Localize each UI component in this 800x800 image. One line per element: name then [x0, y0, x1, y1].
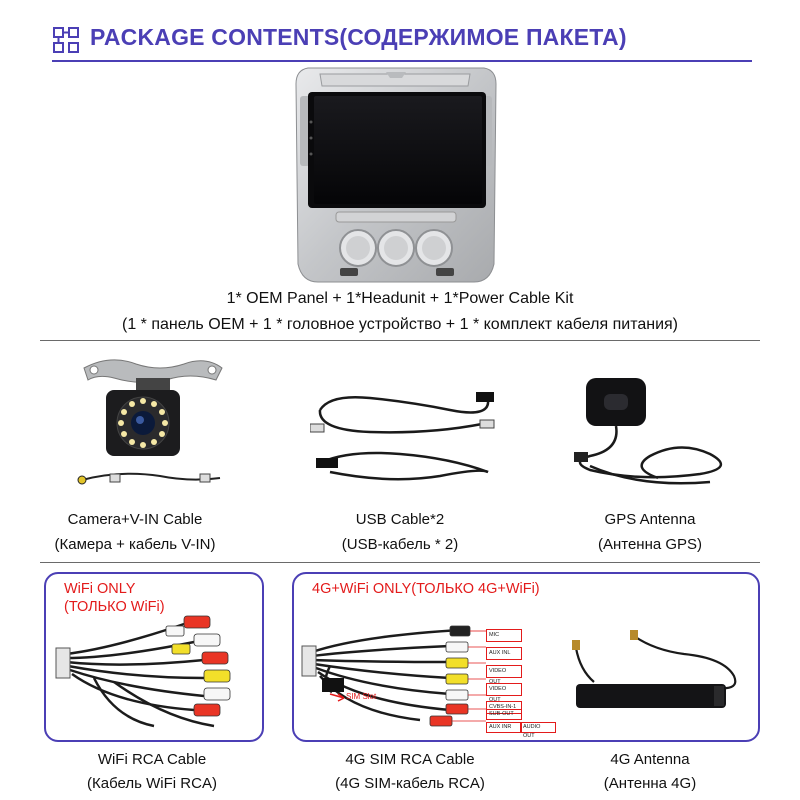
usb-caption-line2: (USB-кабель * 2)	[341, 536, 459, 553]
rca-tag: SUB-OUT	[486, 709, 522, 720]
headunit-image	[290, 64, 502, 286]
rca-tag: MIC	[486, 629, 522, 642]
wifi-caption-line2: (Кабель WiFi RCA)	[87, 775, 217, 792]
grid-icon	[52, 26, 80, 54]
4g-antenna-caption-line2: (Антенна 4G)	[603, 775, 697, 792]
rca-tag: VIDEO OUT	[486, 683, 522, 696]
usb-caption-line1: USB Cable*2	[355, 511, 445, 528]
4g-cable-caption-line2: (4G SIM-кабель RCA)	[335, 775, 485, 792]
4g-label: 4G+WiFi ONLY(ТОЛЬКО 4G+WiFi)	[312, 581, 540, 597]
rca-tag: AUX INL	[486, 647, 522, 660]
main-caption-line2: (1 * панель OEM + 1 * головное устройство + 1 * комплект кабеля питания)	[121, 316, 678, 333]
page-title: PACKAGE CONTENTS(СОДЕРЖИМОЕ ПАКЕТА)	[90, 24, 627, 50]
wifi-caption-line1: WiFi RCA Cable	[97, 751, 207, 768]
sim-slot-label: SIM Slot	[346, 692, 377, 701]
camera-caption-line1: Camera+V-IN Cable	[67, 511, 203, 528]
rca-tag: CVBS-IN-1	[486, 701, 522, 714]
wifi-label-line2: (ТОЛЬКО WiFi)	[64, 599, 165, 615]
rca-tag-list	[486, 629, 522, 719]
gps-caption-line2: (Антенна GPS)	[597, 536, 703, 553]
camera-image	[70, 350, 250, 498]
rca-tag-list-lower	[474, 709, 522, 720]
gps-caption-line1: GPS Antenna	[604, 511, 696, 528]
header-divider	[52, 60, 752, 62]
rca-tag: AUX INR	[486, 722, 522, 733]
rca-tag-list-end	[520, 722, 556, 739]
4g-cable-caption-line1: 4G SIM RCA Cable	[345, 751, 475, 768]
wifi-label-line1: WiFi ONLY	[64, 581, 136, 597]
wifi-rca-cable-image	[54, 608, 254, 734]
rca-tag: VIDEO OUT	[486, 665, 522, 678]
divider	[40, 562, 760, 563]
rca-tag: AUDIO OUT	[520, 722, 556, 733]
4g-antenna-image	[564, 630, 750, 734]
usb-cable-image	[310, 380, 500, 490]
main-caption-line1: 1* OEM Panel + 1*Headunit + 1*Power Cable Kit	[226, 290, 574, 307]
gps-antenna-image	[560, 370, 740, 496]
camera-caption-line2: (Камера + кабель V-IN)	[54, 536, 216, 553]
4g-antenna-caption-line1: 4G Antenna	[610, 751, 690, 768]
divider	[40, 340, 760, 341]
rca-tag-list-bottom	[486, 722, 522, 733]
